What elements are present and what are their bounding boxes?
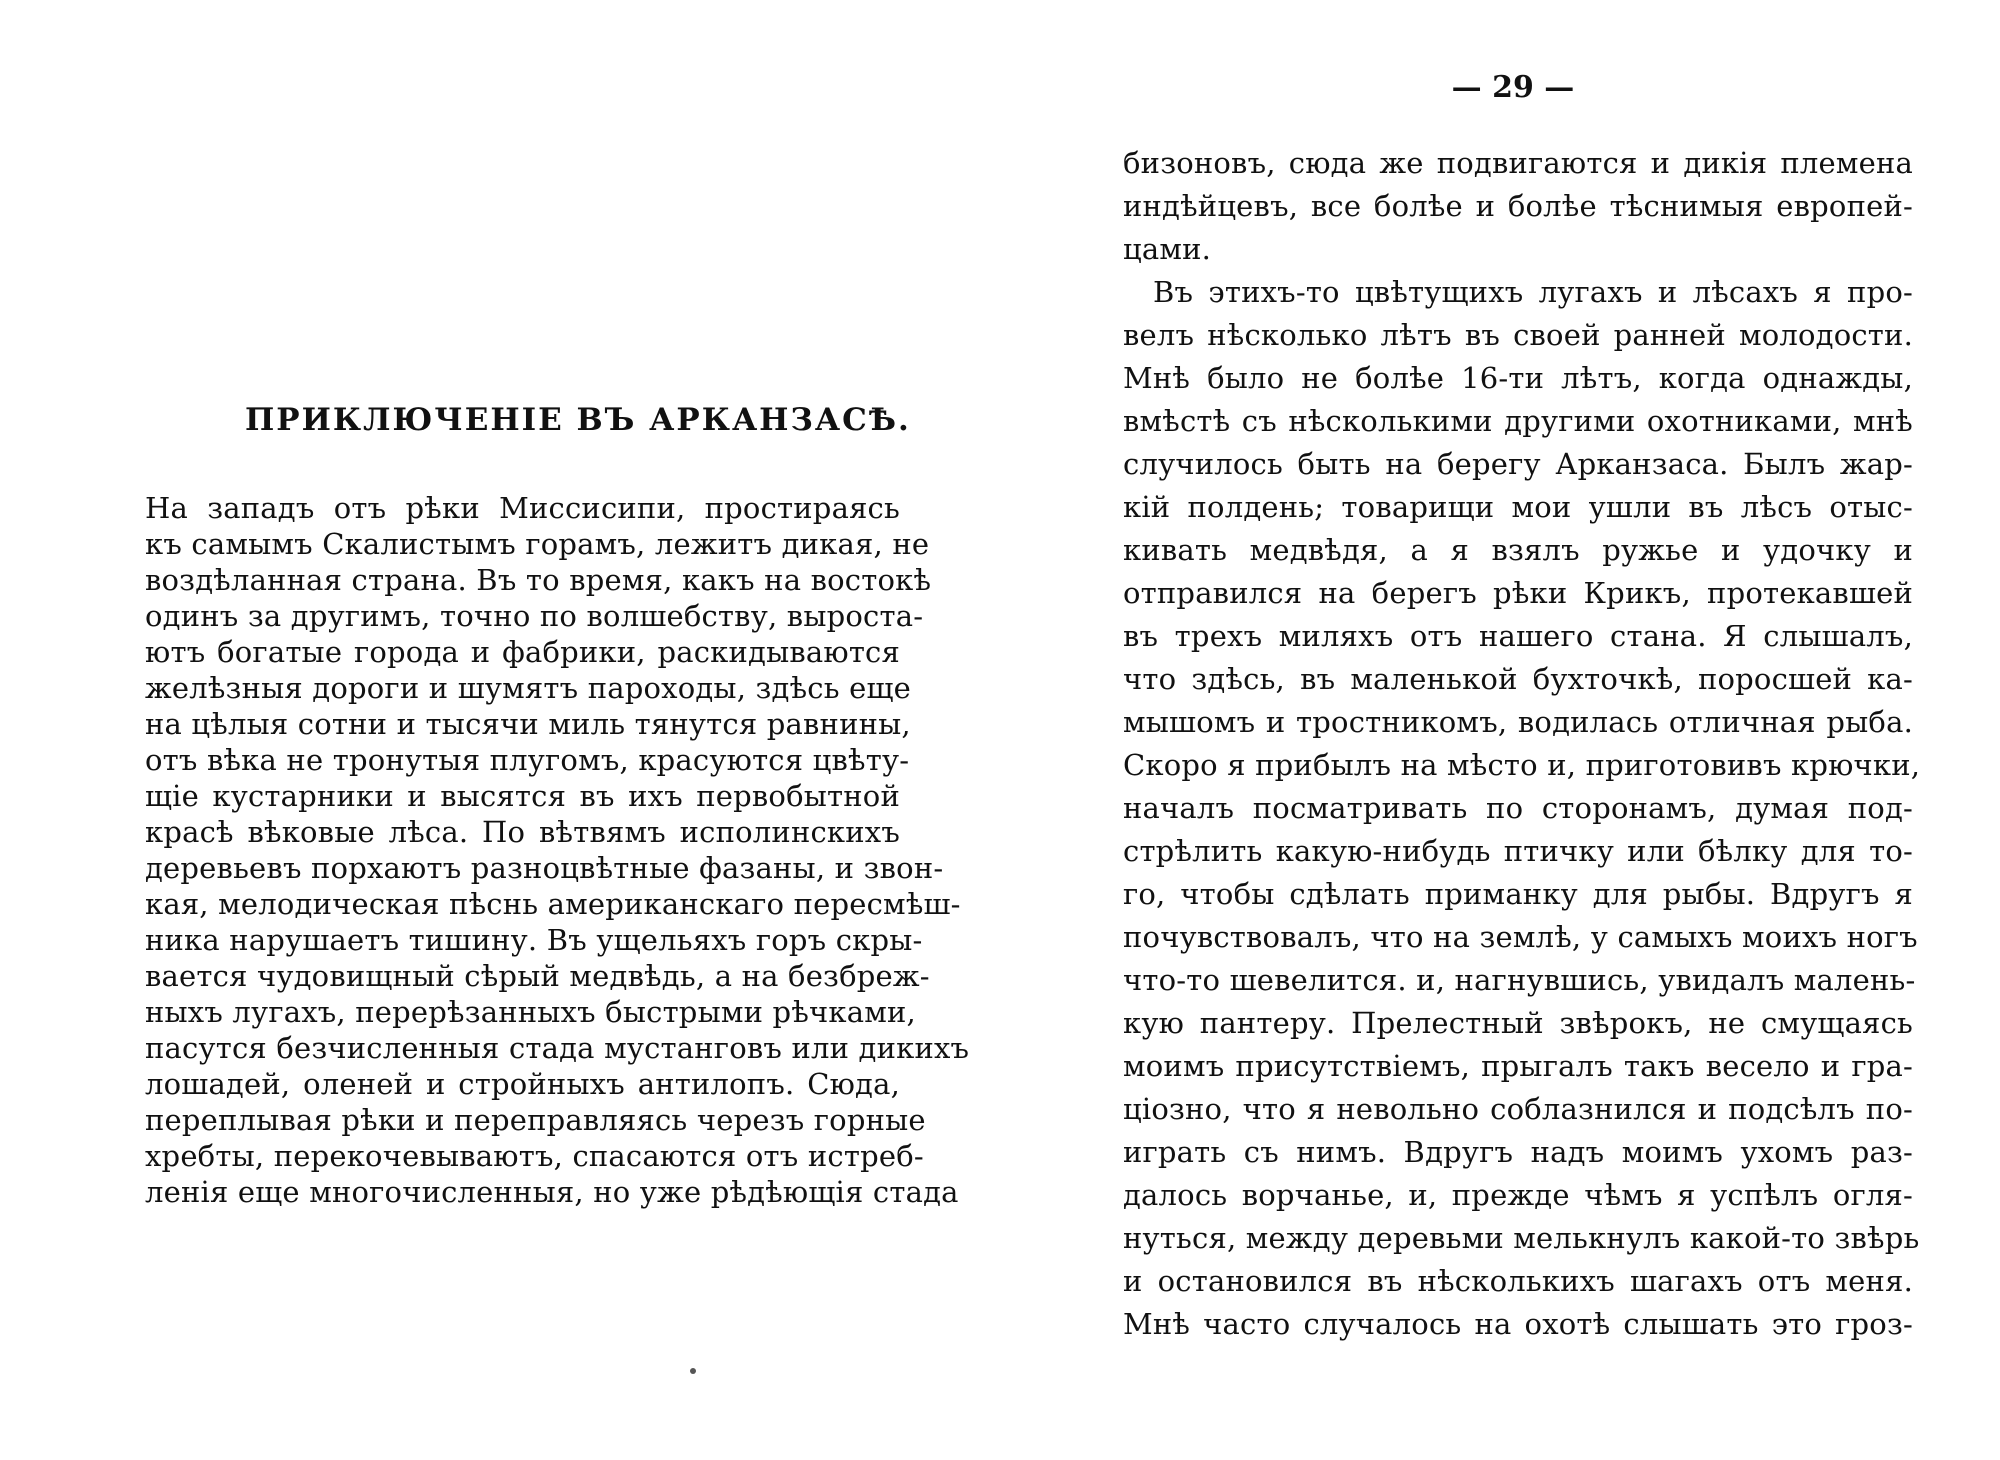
- text-line: ныхъ лугахъ, перерѣзанныхъ быстрыми рѣчками,: [145, 995, 916, 1029]
- text-line: воздѣланная страна. Въ то время, какъ на востокѣ: [145, 563, 932, 597]
- text-line: нуться, между деревьми мелькнулъ какой-то звѣрь: [1123, 1221, 1920, 1255]
- text-line: мышомъ и тростникомъ, водилась отличная рыба.: [1123, 705, 1913, 739]
- text-line: что здѣсь, въ маленькой бухточкѣ, поросшей ка-: [1123, 662, 1913, 696]
- text-line: случилось быть на берегу Арканзаса. Былъ жар-: [1123, 447, 1913, 481]
- text-line: Въ этихъ-то цвѣтущихъ лугахъ и лѣсахъ я про-: [1153, 275, 1913, 309]
- text-line: щіе кустарники и высятся въ ихъ первобытной: [145, 779, 900, 813]
- text-line: играть съ нимъ. Вдругъ надъ моимъ ухомъ раз-: [1123, 1135, 1913, 1169]
- text-line: Мнѣ было не болѣе 16-ти лѣтъ, когда однажды,: [1123, 361, 1913, 395]
- text-line: цами.: [1123, 232, 1212, 266]
- text-line: хребты, перекочевываютъ, спасаются отъ истреб-: [145, 1139, 924, 1173]
- text-line: го, чтобы сдѣлать приманку для рыбы. Вдругъ я: [1123, 877, 1913, 911]
- text-line: красѣ вѣковые лѣса. По вѣтвямъ исполинскихъ: [145, 815, 900, 849]
- text-line: ника нарушаетъ тишину. Въ ущельяхъ горъ скры-: [145, 923, 923, 957]
- text-line: кая, мелодическая пѣснь американскаго пересмѣш-: [145, 887, 961, 921]
- text-line: что-то шевелится. и, нагнувшись, увидалъ малень-: [1123, 963, 1916, 997]
- text-line: кую пантеру. Прелестный звѣрокъ, не смущаясь: [1123, 1006, 1913, 1040]
- text-line: ленія еще многочисленныя, но уже рѣдѣющія стада: [145, 1175, 959, 1209]
- chapter-title: ПРИКЛЮЧЕНІЕ ВЪ АРКАНЗАСѢ.: [245, 402, 911, 438]
- text-line: велъ нѣсколько лѣтъ въ своей ранней молодости.: [1123, 318, 1913, 352]
- text-line: на цѣлыя сотни и тысячи миль тянутся равнины,: [145, 707, 911, 741]
- text-line: бизоновъ, сюда же подвигаются и дикія племена: [1123, 146, 1913, 180]
- text-line: отъ вѣка не тронутыя плугомъ, красуются цвѣту-: [145, 743, 910, 777]
- text-line: Скоро я прибылъ на мѣсто и, приготовивъ крючки,: [1123, 748, 1921, 782]
- text-line: Мнѣ часто случалось на охотѣ слышать это гроз-: [1123, 1307, 1913, 1341]
- text-line: вмѣстѣ съ нѣсколькими другими охотниками, мнѣ: [1123, 404, 1913, 438]
- text-line: далось ворчанье, и, прежде чѣмъ я успѣлъ огля-: [1123, 1178, 1913, 1212]
- text-line: желѣзныя дороги и шумятъ пароходы, здѣсь еще: [145, 671, 912, 705]
- right-page: [1000, 0, 2000, 1460]
- text-line: вается чудовищный сѣрый медвѣдь, а на безбреж-: [145, 959, 930, 993]
- text-line: ютъ богатые города и фабрики, раскидываются: [145, 635, 900, 669]
- text-line: моимъ присутствіемъ, прыгалъ такъ весело и гра-: [1123, 1049, 1913, 1083]
- text-line: деревьевъ порхаютъ разноцвѣтные фазаны, и звон-: [145, 851, 944, 885]
- text-line: началъ посматривать по сторонамъ, думая под-: [1123, 791, 1913, 825]
- text-line: кивать медвѣдя, а я взялъ ружье и удочку и: [1123, 533, 1913, 567]
- text-line: въ трехъ миляхъ отъ нашего стана. Я слышалъ,: [1123, 619, 1913, 653]
- stray-ink-mark: [690, 1368, 696, 1374]
- text-line: стрѣлить какую-нибудь птичку или бѣлку для то-: [1123, 834, 1913, 868]
- page-number: — 29 —: [1451, 70, 1575, 105]
- text-line: къ самымъ Скалистымъ горамъ, лежитъ дикая, не: [145, 527, 930, 561]
- text-line: одинъ за другимъ, точно по волшебству, выроста-: [145, 599, 924, 633]
- text-line: пасутся безчисленныя стада мустанговъ или дикихъ: [145, 1031, 970, 1065]
- text-line: и остановился въ нѣсколькихъ шагахъ отъ меня.: [1123, 1264, 1913, 1298]
- text-line: кій полдень; товарищи мои ушли въ лѣсъ отыс-: [1123, 490, 1913, 524]
- text-line: переплывая рѣки и переправляясь черезъ горные: [145, 1103, 926, 1137]
- text-line: ціозно, что я невольно соблазнился и подсѣлъ по-: [1123, 1092, 1913, 1126]
- text-line: отправился на берегъ рѣки Крикъ, протекавшей: [1123, 576, 1913, 610]
- text-line: индѣйцевъ, все болѣе и болѣе тѣснимыя европей-: [1123, 189, 1913, 223]
- text-line: На западъ отъ рѣки Миссисипи, простираясь: [145, 491, 900, 525]
- text-line: почувствовалъ, что на землѣ, у самыхъ моихъ ногъ: [1123, 920, 1918, 954]
- text-line: лошадей, оленей и стройныхъ антилопъ. Сюда,: [145, 1067, 900, 1101]
